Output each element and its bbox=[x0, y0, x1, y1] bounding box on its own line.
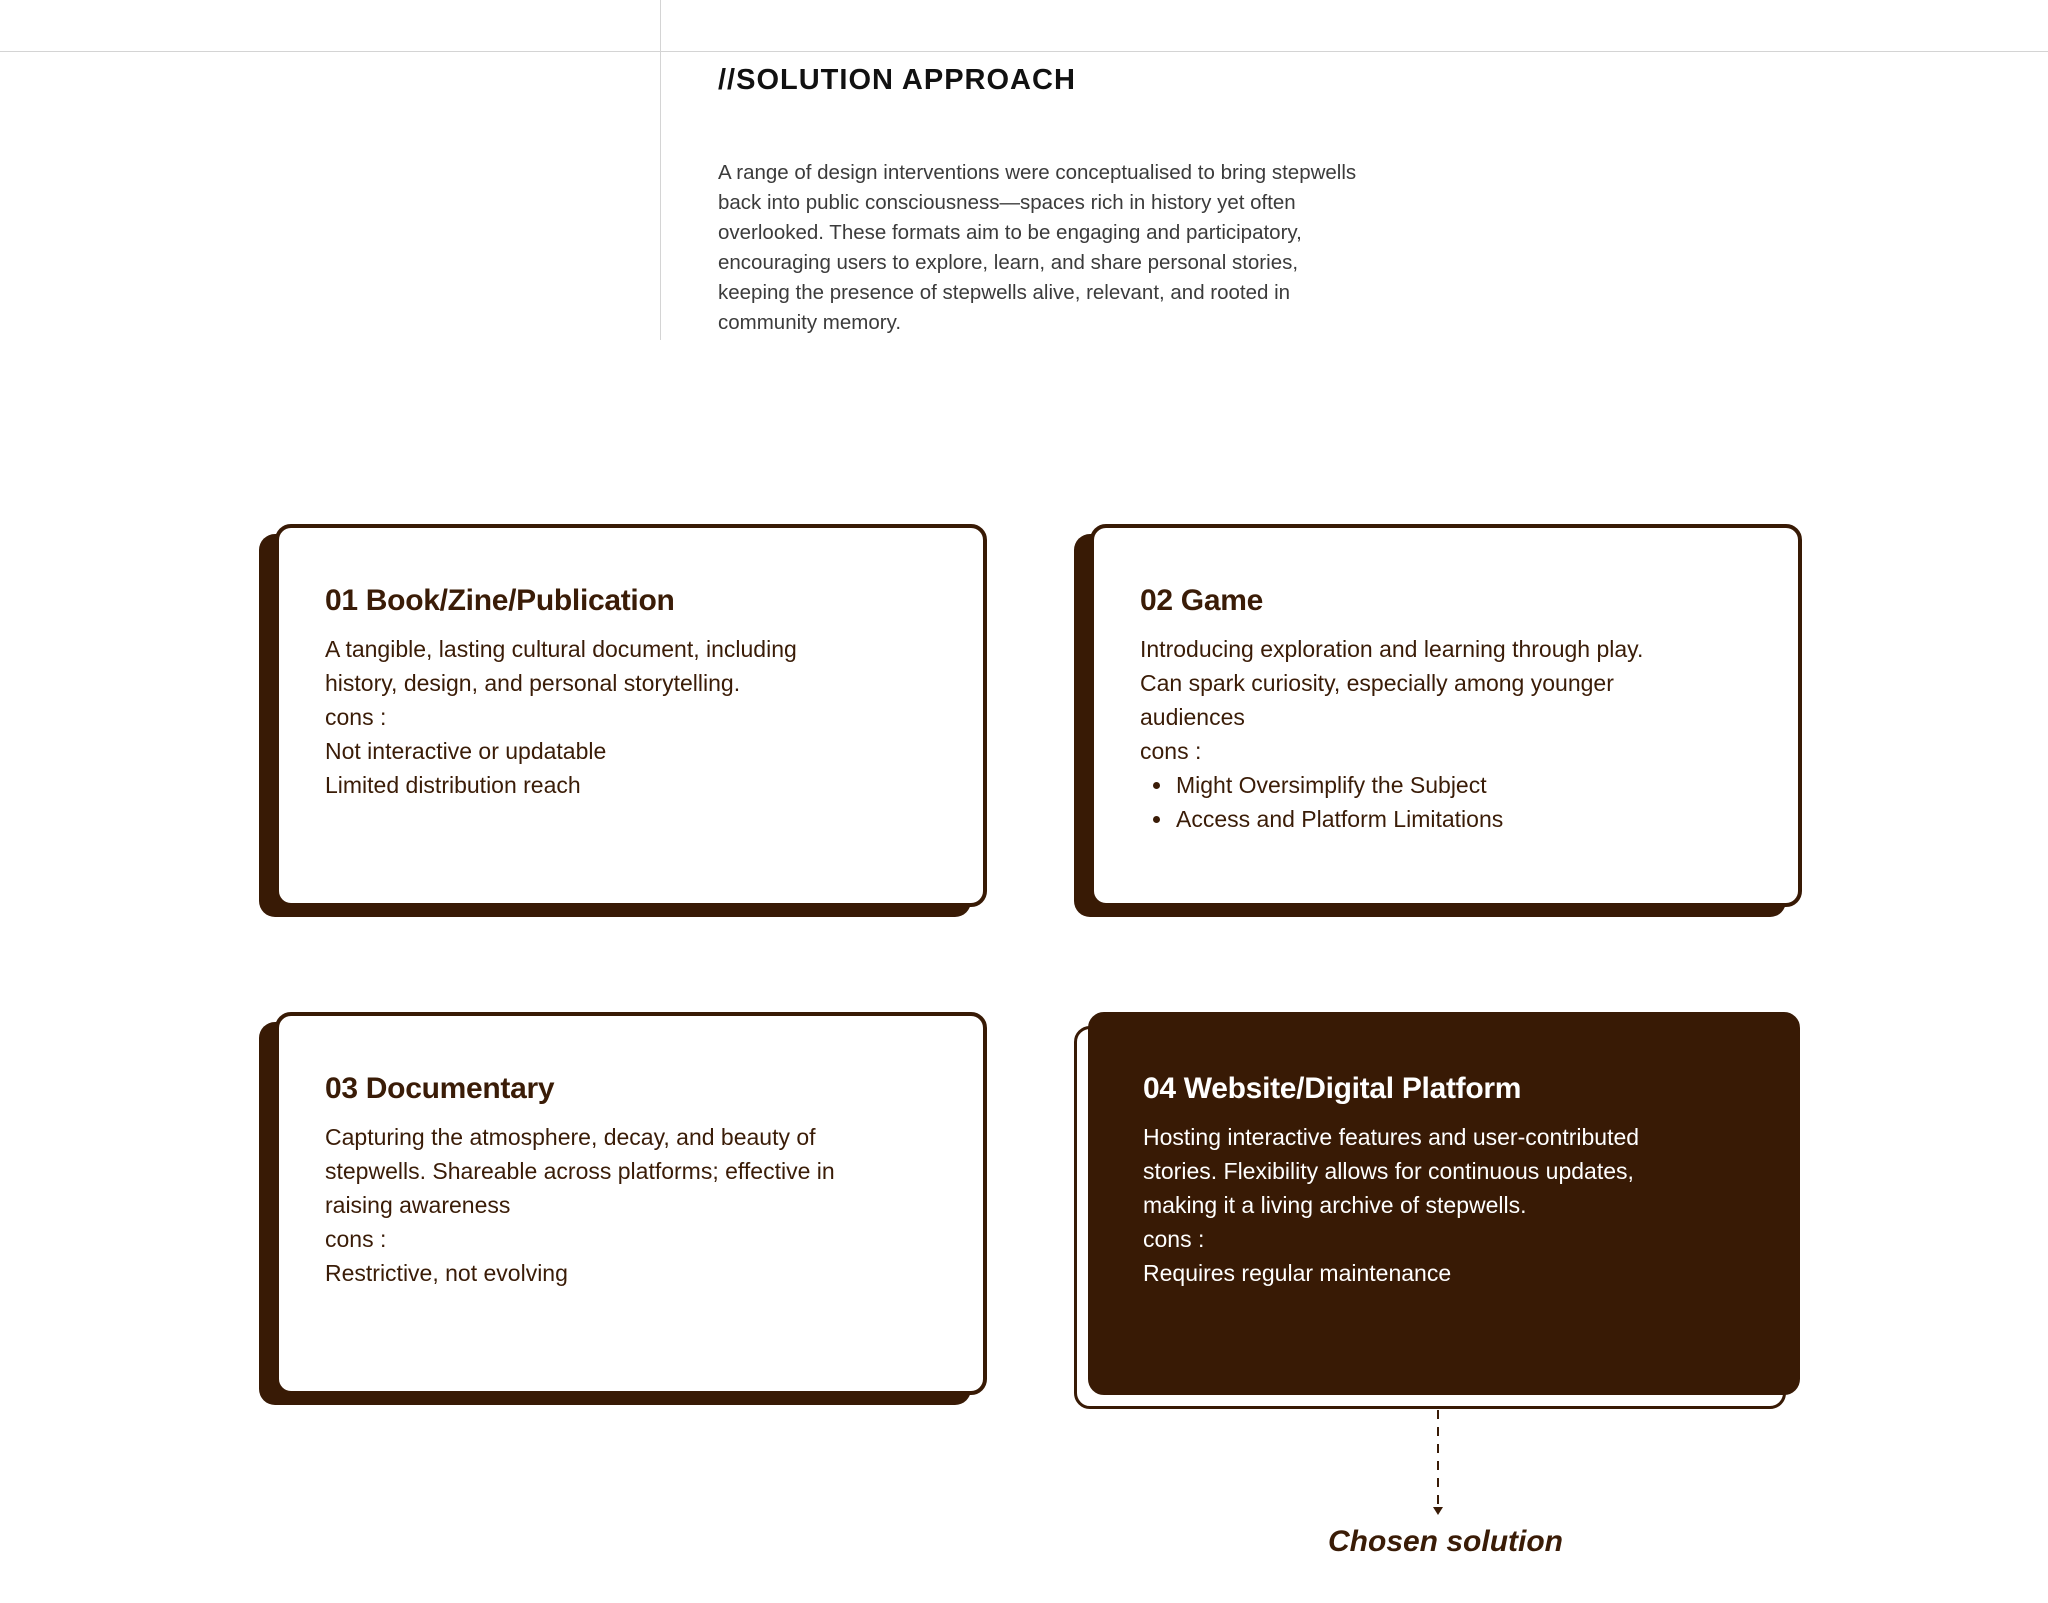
cons-label: cons : bbox=[1143, 1226, 1205, 1252]
card-description-line: Capturing the atmosphere, decay, and beauty of bbox=[325, 1124, 816, 1150]
card-title: 04 Website/Digital Platform bbox=[1143, 1072, 1522, 1105]
cons-label: cons : bbox=[1140, 738, 1202, 764]
column-divider bbox=[660, 0, 661, 340]
card-face bbox=[1090, 524, 1802, 907]
card-description-line: Hosting interactive features and user-contributed bbox=[1143, 1124, 1640, 1150]
card-description-line: raising awareness bbox=[325, 1192, 511, 1218]
chosen-solution-label: Chosen solution bbox=[1328, 1525, 1563, 1558]
card-description-line: stepwells. Shareable across platforms; effective in bbox=[325, 1158, 835, 1184]
card-book-zine bbox=[275, 524, 987, 907]
card-description-line: history, design, and personal storytelling. bbox=[325, 670, 741, 696]
card-description-line: Introducing exploration and learning through play. bbox=[1140, 636, 1644, 662]
card-title: 03 Documentary bbox=[325, 1072, 555, 1105]
card-title: 02 Game bbox=[1140, 584, 1263, 617]
card-description-line: A tangible, lasting cultural document, including bbox=[325, 636, 797, 662]
card-description-line: audiences bbox=[1140, 704, 1245, 730]
intro-paragraph: A range of design interventions were conceptualised to bring stepwells back into public consciousness—spaces rich in history yet often overlooked. These formats aim to be engaging and participatory, encouraging users to explore, learn, and share personal stories, keeping the presence of stepwells alive, relevant, and rooted in community memory. bbox=[718, 161, 1357, 334]
card-description-line: stories. Flexibility allows for continuous updates, bbox=[1143, 1158, 1634, 1184]
cons-label: cons : bbox=[325, 1226, 387, 1252]
card-face bbox=[275, 524, 987, 907]
card-game bbox=[1090, 524, 1802, 907]
cons-item: Restrictive, not evolving bbox=[325, 1260, 568, 1286]
card-description-line: making it a living archive of stepwells. bbox=[1143, 1192, 1527, 1218]
cons-item: Limited distribution reach bbox=[325, 772, 581, 798]
card-title: 01 Book/Zine/Publication bbox=[325, 584, 675, 617]
card-documentary bbox=[275, 1012, 987, 1395]
dashed-arrow-down-icon bbox=[1430, 1410, 1446, 1515]
cons-item: • Access and Platform Limitations bbox=[1174, 802, 1754, 836]
card-website-platform bbox=[1088, 1012, 1800, 1395]
card-face bbox=[1088, 1012, 1800, 1395]
cons-item: Not interactive or updatable bbox=[325, 738, 607, 764]
card-face bbox=[275, 1012, 987, 1395]
cons-item: • Might Oversimplify the Subject bbox=[1174, 768, 1754, 802]
card-description-line: Can spark curiosity, especially among younger bbox=[1140, 670, 1614, 696]
cons-list bbox=[1140, 768, 1754, 836]
section-title: //SOLUTION APPROACH bbox=[718, 64, 1076, 96]
cons-label: cons : bbox=[325, 704, 387, 730]
top-divider bbox=[0, 51, 2048, 52]
cons-item: Requires regular maintenance bbox=[1143, 1260, 1452, 1286]
